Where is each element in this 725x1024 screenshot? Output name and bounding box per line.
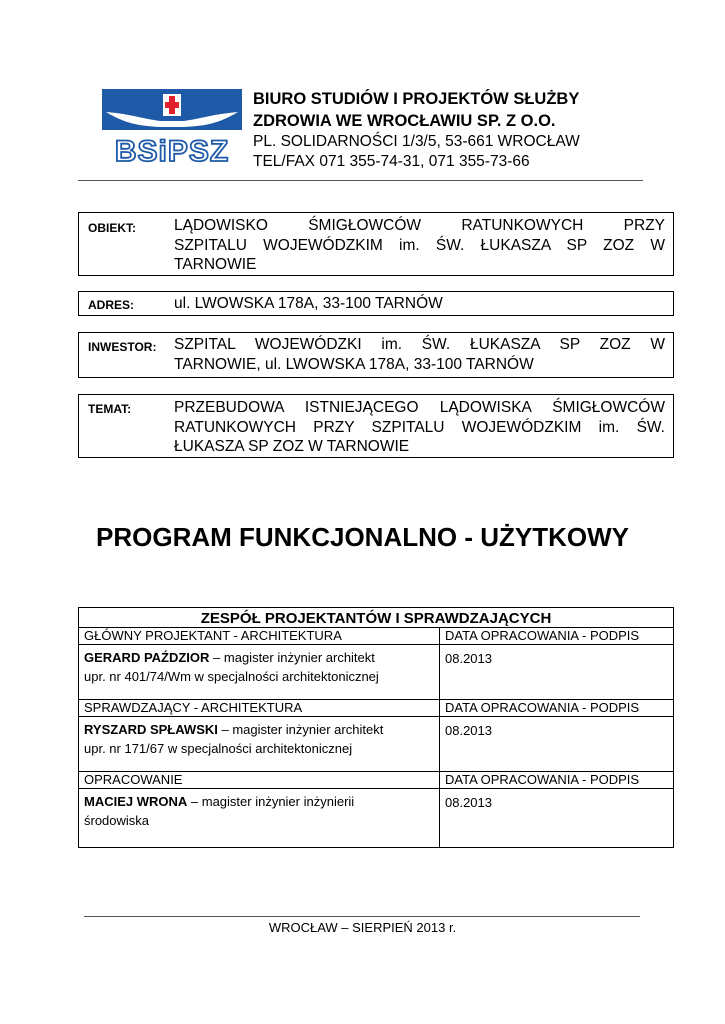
table-row bbox=[79, 789, 674, 848]
inwestor-line: SZPITAL WOJEWÓDZKI im. ŚW. ŁUKASZA SP ZOZ W bbox=[174, 336, 665, 353]
team-heading: ZESPÓŁ PROJEKTANTÓW I SPRAWDZAJĄCYCH bbox=[79, 608, 674, 628]
org-address: PL. SOLIDARNOŚCI 1/3/5, 53-661 WROCŁAW bbox=[253, 133, 580, 150]
obiekt-label: OBIEKT: bbox=[88, 221, 136, 235]
role-cell: GŁÓWNY PROJEKTANT - ARCHITEKTURA bbox=[79, 628, 440, 645]
adres-box bbox=[78, 291, 674, 316]
person-desc: – magister inżynier architekt bbox=[209, 650, 375, 665]
temat-line: ŁUKASZA SP ZOZ W TARNOWIE bbox=[174, 438, 410, 455]
person-cell bbox=[79, 789, 440, 848]
person-desc: – magister inżynier architekt bbox=[217, 722, 384, 737]
role-cell: SPRAWDZAJĄCY - ARCHITEKTURA bbox=[79, 700, 440, 717]
adres-label: ADRES: bbox=[88, 298, 135, 312]
organization-header bbox=[253, 88, 653, 172]
temat-line: RATUNKOWYCH PRZY SZPITALU WOJEWÓDZKIM im. ŚW. bbox=[174, 418, 665, 436]
header-divider bbox=[78, 180, 643, 181]
adres-line: ul. LWOWSKA 178A, 33-100 TARNÓW bbox=[174, 295, 443, 312]
person-license: upr. nr 171/67 w specjalności architektonicznej bbox=[84, 741, 353, 756]
person-cell bbox=[79, 645, 440, 700]
temat-line: PRZEBUDOWA ISTNIEJĄCEGO LĄDOWISKA ŚMIGŁOWCÓW bbox=[174, 399, 665, 416]
table-row bbox=[79, 700, 674, 717]
inwestor-label: INWESTOR: bbox=[88, 340, 157, 354]
inwestor-line: TARNOWIE, ul. LWOWSKA 178A, 33-100 TARNÓW bbox=[174, 355, 534, 373]
team-table bbox=[78, 607, 674, 848]
table-row bbox=[79, 717, 674, 772]
temat-value bbox=[174, 398, 665, 457]
logo-text: BSiPSZ bbox=[114, 135, 230, 168]
org-name-line2: ZDROWIA WE WROCŁAWIU SP. Z O.O. bbox=[253, 112, 556, 130]
person-name: GERARD PAŹDZIOR bbox=[84, 650, 210, 665]
temat-label: TEMAT: bbox=[88, 402, 132, 416]
date-cell: 08.2013 bbox=[440, 789, 674, 848]
date-header-cell: DATA OPRACOWANIA - PODPIS bbox=[440, 700, 674, 717]
document-title: PROGRAM FUNKCJONALNO - UŻYTKOWY bbox=[96, 522, 629, 552]
date-header-cell: DATA OPRACOWANIA - PODPIS bbox=[440, 772, 674, 789]
person-desc: – magister inżynier inżynierii bbox=[187, 794, 355, 809]
footer-place-date: WROCŁAW – SIERPIEŃ 2013 r. bbox=[268, 920, 457, 935]
inwestor-box bbox=[78, 332, 674, 378]
table-row bbox=[79, 645, 674, 700]
org-phone: TEL/FAX 071 355-74-31, 071 355-73-66 bbox=[253, 153, 530, 170]
obiekt-line: SZPITALU WOJEWÓDZKIM im. ŚW. ŁUKASZA SP ZOZ W bbox=[174, 236, 665, 254]
date-header-cell: DATA OPRACOWANIA - PODPIS bbox=[440, 628, 674, 645]
obiekt-value bbox=[174, 216, 665, 275]
date-cell: 08.2013 bbox=[440, 717, 674, 772]
person-cell bbox=[79, 717, 440, 772]
table-row bbox=[79, 772, 674, 789]
inwestor-value bbox=[174, 335, 665, 374]
adres-value bbox=[174, 294, 665, 314]
company-logo bbox=[100, 88, 244, 168]
person-license: upr. nr 401/74/Wm w specjalności architektonicznej bbox=[84, 669, 379, 684]
footer-divider bbox=[84, 916, 640, 917]
date-cell: 08.2013 bbox=[440, 645, 674, 700]
role-cell: OPRACOWANIE bbox=[79, 772, 440, 789]
obiekt-line: LĄDOWISKO ŚMIGŁOWCÓW RATUNKOWYCH PRZY bbox=[174, 217, 665, 234]
person-name: MACIEJ WRONA bbox=[84, 794, 188, 809]
org-name-line1: BIURO STUDIÓW I PROJEKTÓW SŁUŻBY bbox=[253, 90, 580, 108]
person-name: RYSZARD SPŁAWSKI bbox=[84, 722, 218, 737]
person-license: środowiska bbox=[84, 813, 150, 828]
obiekt-line: TARNOWIE bbox=[174, 256, 257, 273]
temat-box bbox=[78, 394, 674, 458]
obiekt-box bbox=[78, 212, 674, 276]
table-row bbox=[79, 628, 674, 645]
